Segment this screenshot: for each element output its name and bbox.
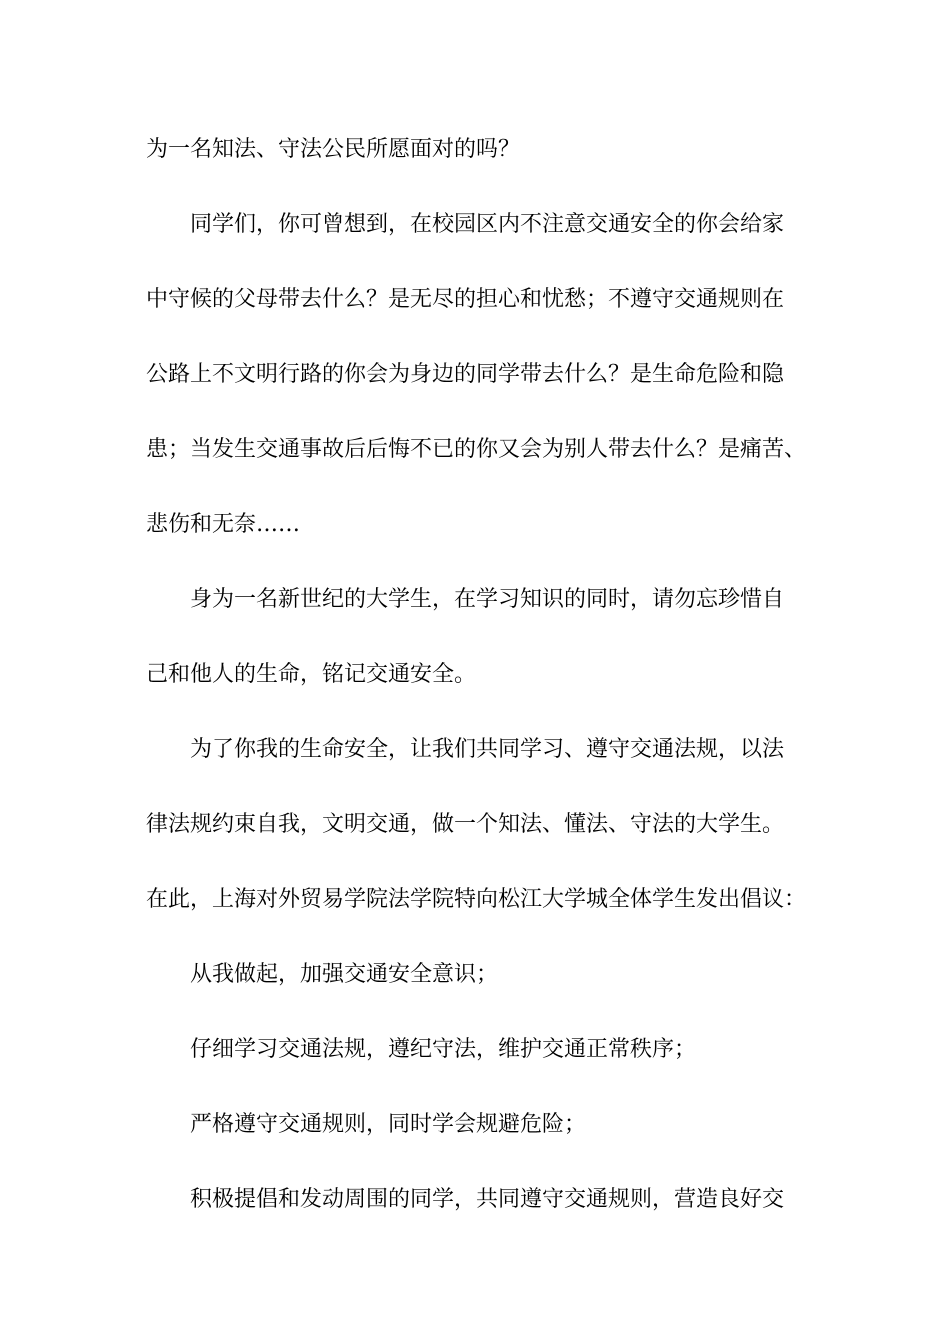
text-line-8: 己和他人的生命，铭记交通安全。 xyxy=(146,662,477,687)
text-line-15: 积极提倡和发动周围的同学，共同遵守交通规则，营造良好交 xyxy=(190,1187,785,1212)
text-line-7: 身为一名新世纪的大学生，在学习知识的同时，请勿忘珍惜自 xyxy=(190,587,785,612)
text-line-14: 严格遵守交通规则，同时学会规避危险； xyxy=(190,1112,587,1137)
text-line-12: 从我做起，加强交通安全意识； xyxy=(190,962,499,987)
text-line-6: 悲伤和无奈…… xyxy=(146,512,301,537)
text-line-11: 在此，上海对外贸易学院法学院特向松江大学城全体学生发出倡议： xyxy=(146,887,807,912)
text-line-5: 患；当发生交通事故后后悔不已的你又会为别人带去什么？是痛苦、 xyxy=(146,437,807,462)
text-line-10: 律法规约束自我，文明交通，做一个知法、懂法、守法的大学生。 xyxy=(146,812,785,837)
text-line-1: 为一名知法、守法公民所愿面对的吗？ xyxy=(146,137,521,162)
text-line-9: 为了你我的生命安全，让我们共同学习、遵守交通法规，以法 xyxy=(190,737,785,762)
text-line-13: 仔细学习交通法规，遵纪守法，维护交通正常秩序； xyxy=(190,1037,697,1062)
text-line-3: 中守候的父母带去什么？是无尽的担心和忧愁；不遵守交通规则在 xyxy=(146,287,785,312)
text-line-2: 同学们，你可曾想到，在校园区内不注意交通安全的你会给家 xyxy=(190,212,785,237)
text-line-4: 公路上不文明行路的你会为身边的同学带去什么？是生命危险和隐 xyxy=(146,362,785,387)
